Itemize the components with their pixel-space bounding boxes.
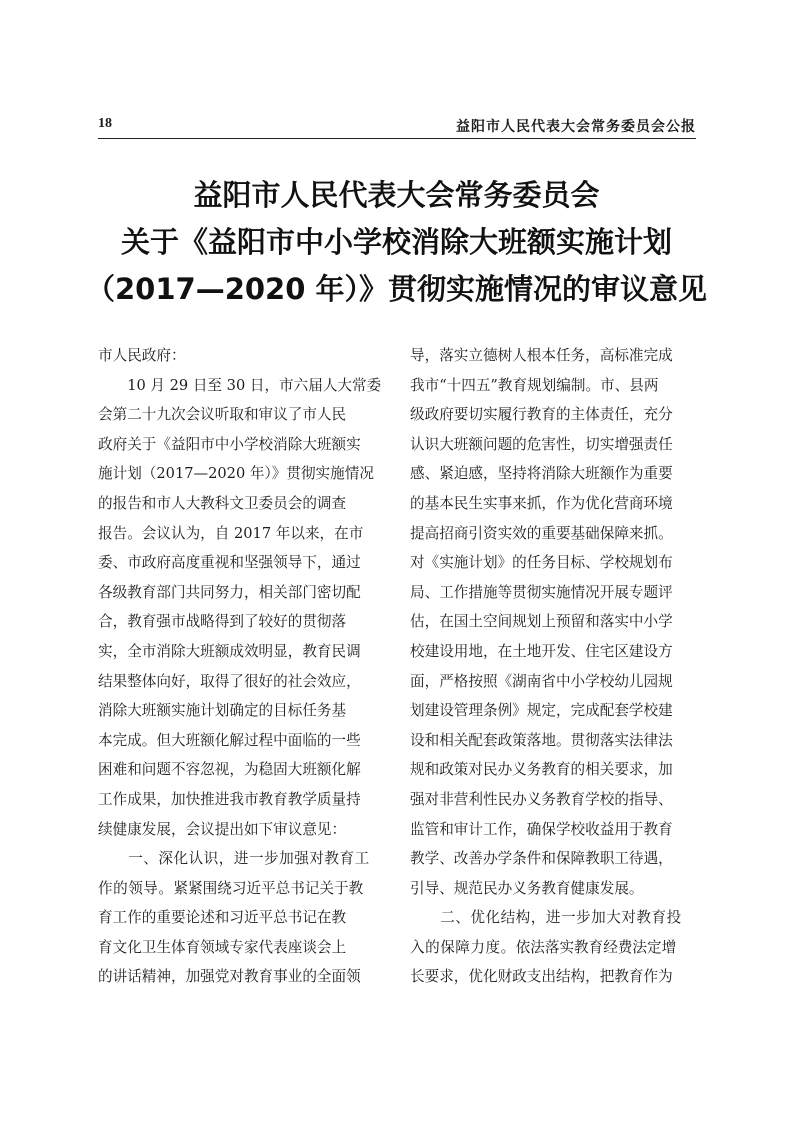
body-line: 本完成。但大班额化解过程中面临的一些 bbox=[98, 731, 361, 749]
section-heading-1: 一、深化认识，进一步加强对教育工 bbox=[98, 850, 370, 868]
body-line: 困难和问题不容忽视，为稳固大班额化解 bbox=[98, 761, 361, 779]
title-line-2: 关于《益阳市中小学校消除大班额实施计划 bbox=[120, 225, 672, 259]
body-line: 实，全市消除大班额成效明显，教育民调 bbox=[98, 642, 361, 660]
body-line: 提高招商引资实效的重要基础保障来抓。 bbox=[410, 524, 673, 542]
body-line: 认识大班额问题的危害性，切实增强责任 bbox=[410, 435, 673, 453]
body-line: 育文化卫生体育领域专家代表座谈会上 bbox=[98, 938, 347, 956]
body-line: 引导、规范民办义务教育健康发展。 bbox=[410, 879, 644, 897]
body-line: 规和政策对民办义务教育的相关要求，加 bbox=[410, 761, 673, 779]
body-line: 委、市政府高度重视和坚强领导下，通过 bbox=[98, 554, 361, 572]
body-line: 的讲话精神，加强党对教育事业的全面领 bbox=[98, 968, 361, 986]
title-line-1: 益阳市人民代表大会常务委员会 bbox=[193, 178, 600, 212]
body-line: 校建设用地，在土地开发、住宅区建设方 bbox=[410, 642, 673, 660]
body-line: 估，在国土空间规划上预留和落实中小学 bbox=[410, 613, 673, 631]
section-heading-2: 二、优化结构，进一步加大对教育投 bbox=[410, 909, 682, 927]
body-line: 强对非营利性民办义务教育学校的指导、 bbox=[410, 790, 673, 808]
left-column bbox=[98, 341, 385, 992]
body-line: 我市“十四五”教育规划编制。市、县两 bbox=[410, 376, 659, 394]
body-line: 局、工作措施等贯彻实施情况开展专题评 bbox=[410, 583, 673, 601]
header-divider bbox=[98, 138, 696, 139]
body-line bbox=[98, 874, 385, 904]
body-line: 长要求，优化财政支出结构，把教育作为 bbox=[410, 968, 673, 986]
body-line: 报告。会议认为，自 2017 年以来，在市 bbox=[98, 524, 364, 542]
body-line: 的报告和市人大教科文卫委员会的调查 bbox=[98, 494, 347, 512]
body-line: 工作成果，加快推进我市教育教学质量持 bbox=[98, 790, 361, 808]
body-line bbox=[410, 933, 697, 963]
section-heading-1-tail: 作的领导。 bbox=[98, 879, 174, 897]
body-line: 对《实施计划》的任务目标、学校规划布 bbox=[410, 554, 673, 572]
body-line: 施计划（2017—2020 年）》贯彻实施情况 bbox=[98, 465, 374, 483]
body-text: 依法落实教育经费法定增 bbox=[515, 938, 677, 956]
body-line: 结果整体向好，取得了很好的社会效应， bbox=[98, 672, 361, 690]
body-line: 监管和审计工作，确保学校收益用于教育 bbox=[410, 820, 673, 838]
body-line: 导，落实立德树人根本任务，高标准完成 bbox=[410, 347, 673, 364]
right-column bbox=[410, 341, 697, 992]
journal-name: 益阳市人民代表大会常务委员会公报 bbox=[456, 119, 696, 135]
section-heading-2-tail: 入的保障力度。 bbox=[410, 938, 516, 956]
body-line: 政府关于《益阳市中小学校消除大班额实 bbox=[98, 435, 361, 453]
body-line: 会第二十九次会议听取和审议了市人民 bbox=[98, 406, 347, 424]
page-number: 18 bbox=[98, 116, 112, 131]
body-line: 设和相关配套政策落地。贯彻落实法律法 bbox=[410, 731, 673, 749]
body-line: 划建设管理条例》规定，完成配套学校建 bbox=[410, 702, 673, 720]
body-line: 面，严格按照《湖南省中小学校幼儿园规 bbox=[410, 672, 673, 690]
body-line: 感、紧迫感，坚持将消除大班额作为重要 bbox=[410, 465, 673, 483]
salutation: 市人民政府： bbox=[98, 347, 186, 364]
body-line: 各级教育部门共同努力，相关部门密切配 bbox=[98, 583, 361, 601]
body-line: 合，教育强市战略得到了较好的贯彻落 bbox=[98, 613, 347, 631]
body-line: 育工作的重要论述和习近平总书记在教 bbox=[98, 909, 347, 927]
body-line: 消除大班额实施计划确定的目标任务基 bbox=[98, 702, 347, 720]
title-line-3: （2017—2020 年）》贯彻实施情况的审议意见 bbox=[85, 272, 708, 306]
body-line: 教学、改善办学条件和保障教职工待遇， bbox=[410, 850, 673, 868]
running-header bbox=[98, 116, 696, 136]
body-line: 续健康发展，会议提出如下审议意见： bbox=[98, 820, 347, 838]
body-line: 级政府要切实履行教育的主体责任，充分 bbox=[410, 406, 673, 424]
body-text: 紧紧围绕习近平总书记关于教 bbox=[173, 879, 364, 897]
body-line: 的基本民生实事来抓，作为优化营商环境 bbox=[410, 494, 673, 512]
document-title bbox=[60, 172, 733, 313]
body-line: 10 月 29 日至 30 日，市六届人大常委 bbox=[98, 376, 382, 394]
